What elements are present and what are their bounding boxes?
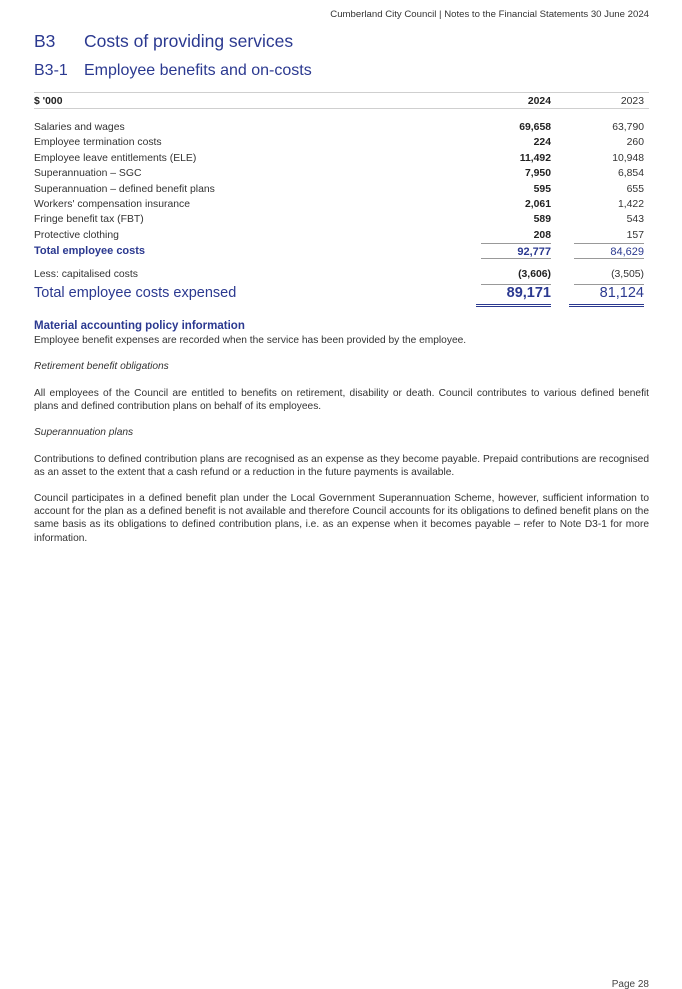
row-label: Superannuation – defined benefit plans [34, 183, 215, 195]
col-header-2023: 2023 [620, 96, 644, 107]
value-2023: 10,948 [612, 152, 644, 164]
value-2023: 157 [626, 229, 644, 241]
less-2023: (3,505) [574, 269, 644, 285]
value-2023: 260 [626, 137, 644, 149]
less-row [34, 268, 649, 283]
row-label: Fringe benefit tax (FBT) [34, 214, 144, 226]
less-label: Less: capitalised costs [34, 268, 138, 280]
value-2023: 655 [626, 183, 644, 195]
value-2024: 595 [533, 183, 551, 195]
total-2024: 92,777 [481, 243, 551, 259]
value-2023: 1,422 [617, 198, 644, 210]
value-2023: 543 [626, 214, 644, 226]
running-header: Cumberland City Council | Notes to the Financial Statements 30 June 2024 [330, 9, 649, 20]
table-row [34, 198, 649, 213]
value-2024: 69,658 [519, 122, 551, 133]
table-row [34, 229, 649, 244]
retirement-text: All employees of the Council are entitled to benefits on retirement, disability or death. Council contributes to various defined benefit plans and defined contribution plans on behalf of its employees. [34, 388, 649, 413]
table-row [34, 152, 649, 167]
table-row [34, 121, 649, 136]
value-2024: 11,492 [519, 152, 551, 164]
row-label: Employee termination costs [34, 137, 162, 149]
table-row [34, 213, 649, 228]
unit-label: $ '000 [34, 96, 63, 107]
subsection-heading [34, 62, 312, 80]
subsection-number: B3-1 [34, 62, 68, 79]
table-row [34, 183, 649, 198]
table-row [34, 167, 649, 182]
value-2023: 63,790 [612, 122, 644, 133]
total-label: Total employee costs [34, 245, 146, 258]
superannuation-heading: Superannuation plans [34, 427, 134, 438]
policy-title: Material accounting policy information [34, 320, 245, 332]
value-2024: 208 [533, 229, 551, 241]
subsection-title: Employee benefits and on-costs [84, 62, 312, 79]
value-2024: 224 [533, 137, 551, 149]
superannuation-text-2: Council participates in a defined benefit plan under the Local Government Superannuation Scheme, however, sufficient information to account for the plan as a defined benefit is not available and therefore Council accounts for its obligations to defined benefit plans on the same basis as its obligations to defined contribution plans, i.e. as an expense when it becomes payable – refer to Note D3-1 for more information. [34, 493, 649, 544]
value-2024: 589 [533, 214, 551, 226]
less-2024: (3,606) [481, 269, 551, 285]
section-title: Costs of providing services [84, 31, 294, 51]
row-label: Protective clothing [34, 229, 119, 241]
employee-costs-table [34, 92, 649, 305]
retirement-heading: Retirement benefit obligations [34, 361, 169, 372]
grand-total-2024: 89,171 [476, 285, 551, 307]
grand-total-label: Total employee costs expensed [34, 284, 237, 301]
section-heading [34, 31, 293, 52]
row-label: Employee leave entitlements (ELE) [34, 152, 197, 164]
value-2023: 6,854 [617, 168, 644, 180]
row-label: Superannuation – SGC [34, 168, 142, 180]
page-number: Page 28 [611, 979, 649, 989]
section-number: B3 [34, 31, 56, 51]
value-2024: 2,061 [524, 198, 551, 210]
row-label: Workers' compensation insurance [34, 198, 190, 210]
table-header-row [34, 92, 649, 109]
row-label: Salaries and wages [34, 122, 125, 133]
col-header-2024: 2024 [527, 96, 551, 107]
grand-total-row [34, 283, 649, 305]
table-row [34, 136, 649, 151]
policy-intro: Employee benefit expenses are recorded when the service has been provided by the employee. [34, 335, 467, 346]
superannuation-text-1: Contributions to defined contribution plans are recognised as an expense as they become payable. Prepaid contributions are recognised as an asset to the extent that a cash refund or a reduction in the future payments is available. [34, 454, 649, 479]
total-row [34, 244, 649, 259]
total-2023: 84,629 [574, 243, 644, 259]
value-2024: 7,950 [524, 168, 551, 180]
grand-total-2023: 81,124 [569, 285, 644, 307]
